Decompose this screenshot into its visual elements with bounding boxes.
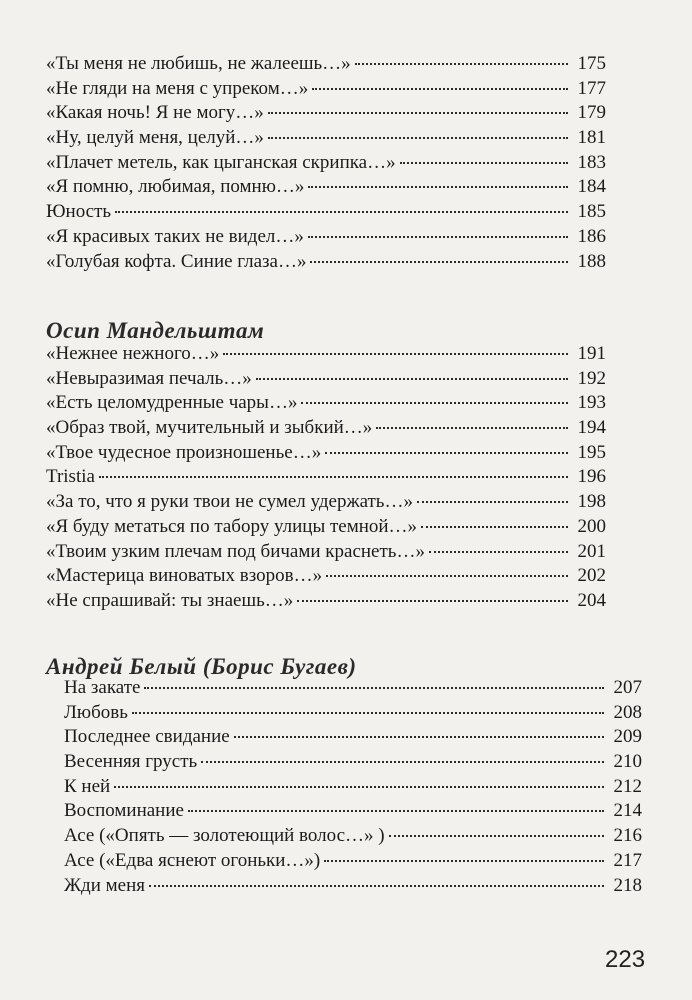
dot-leader <box>400 162 568 164</box>
dot-leader <box>234 736 604 738</box>
entry-title: Жди меня <box>64 874 145 896</box>
dot-leader <box>421 526 568 528</box>
section-heading: Андрей Белый (Борис Бугаев) <box>46 654 357 679</box>
entry-page: 186 <box>577 225 606 247</box>
dot-leader <box>301 402 568 404</box>
toc-entry <box>64 676 642 701</box>
toc-entry <box>64 775 642 800</box>
toc-entry <box>46 490 606 515</box>
dot-leader <box>149 885 604 887</box>
toc-section-yesenin <box>46 52 606 274</box>
toc-entry <box>46 540 606 565</box>
entry-page: 204 <box>577 589 606 611</box>
entry-title: «Я помню, любимая, помню…» <box>46 176 305 198</box>
entry-title: «Твоим узким плечам под бичами краснеть…» <box>46 540 425 562</box>
entry-page: 216 <box>613 825 642 847</box>
toc-entry <box>46 342 606 367</box>
entry-title: «Какая ночь! Я не могу…» <box>46 102 264 124</box>
entry-title: «Плачет метель, как цыганская скрипка…» <box>46 151 396 173</box>
entry-title: К ней <box>64 775 111 797</box>
entry-title: «Голубая кофта. Синие глаза…» <box>46 250 307 272</box>
dot-leader <box>268 137 568 139</box>
dot-leader <box>325 452 568 454</box>
dot-leader <box>256 378 568 380</box>
entry-page: 175 <box>577 53 606 74</box>
dot-leader <box>417 501 568 503</box>
entry-title: «Есть целомудренные чары…» <box>46 392 298 414</box>
dot-leader <box>268 112 568 114</box>
entry-page: 179 <box>577 102 606 124</box>
toc-section-mandelstam <box>46 342 606 614</box>
entry-title: «Ну, целуй меня, целуй…» <box>46 127 264 149</box>
toc-entry <box>46 175 606 200</box>
toc-entry <box>46 589 606 614</box>
entry-page: 194 <box>577 417 606 439</box>
toc-entry <box>46 126 606 151</box>
dot-leader <box>99 476 568 478</box>
entry-page: 200 <box>577 515 606 537</box>
toc-entry <box>46 77 606 102</box>
entry-page: 210 <box>613 751 642 773</box>
dot-leader <box>310 261 568 263</box>
dot-leader <box>144 687 604 689</box>
toc-entry <box>46 101 606 126</box>
entry-title: Tristia <box>46 466 95 488</box>
dot-leader <box>326 575 568 577</box>
entry-page: 196 <box>577 466 606 488</box>
entry-title: Последнее свидание <box>64 726 230 748</box>
entry-page: 188 <box>577 250 606 272</box>
toc-entry <box>46 225 606 250</box>
toc-entry <box>46 250 606 275</box>
entry-title: «Не спрашивай: ты знаешь…» <box>46 589 294 611</box>
dot-leader <box>324 860 604 862</box>
toc-section-bely <box>64 676 642 898</box>
toc-entry <box>64 750 642 775</box>
entry-page: 193 <box>577 392 606 414</box>
entry-page: 191 <box>577 343 606 364</box>
entry-page: 183 <box>577 151 606 173</box>
entry-title: «Твое чудесное произношенье…» <box>46 441 322 463</box>
dot-leader <box>223 353 568 355</box>
dot-leader <box>429 551 568 553</box>
entry-page: 184 <box>577 176 606 198</box>
entry-page: 195 <box>577 441 606 463</box>
toc-entry <box>46 515 606 540</box>
toc-entry <box>46 416 606 441</box>
entry-page: 192 <box>577 367 606 389</box>
dot-leader <box>376 427 568 429</box>
entry-title: Юность <box>46 201 112 223</box>
entry-page: 214 <box>613 800 642 822</box>
section-heading: Осип Мандельштам <box>46 318 265 343</box>
toc-entry <box>46 151 606 176</box>
toc-entry <box>64 849 642 874</box>
dot-leader <box>201 761 604 763</box>
dot-leader <box>297 600 568 602</box>
entry-page: 212 <box>613 775 642 797</box>
toc-entry <box>64 824 642 849</box>
entry-page: 201 <box>577 540 606 562</box>
entry-title: «Ты меня не любишь, не жалеешь…» <box>46 53 351 74</box>
toc-entry <box>46 564 606 589</box>
entry-title: На закате <box>64 677 141 698</box>
dot-leader <box>389 835 604 837</box>
entry-page: 208 <box>613 701 642 723</box>
toc-entry <box>46 465 606 490</box>
toc-entry <box>46 200 606 225</box>
entry-title: Асе («Едва яснеют огоньки…») <box>64 849 321 871</box>
entry-title: Воспоминание <box>64 800 184 822</box>
toc-entry <box>64 725 642 750</box>
dot-leader <box>308 236 568 238</box>
dot-leader <box>188 810 604 812</box>
dot-leader <box>115 211 568 213</box>
toc-entry <box>46 391 606 416</box>
entry-title: Весенняя грусть <box>64 751 198 773</box>
page-number: 223 <box>605 946 646 973</box>
entry-title: «Я красивых таких не видел…» <box>46 225 304 247</box>
entry-page: 185 <box>577 201 606 223</box>
entry-page: 202 <box>577 565 606 587</box>
entry-title: «За то, что я руки твои не сумел удержать…» <box>46 491 413 513</box>
dot-leader <box>312 88 568 90</box>
dot-leader <box>132 712 604 714</box>
entry-page: 217 <box>613 849 642 871</box>
entry-page: 218 <box>613 874 642 896</box>
entry-title: «Нежнее нежного…» <box>46 343 220 364</box>
toc-entry <box>64 874 642 899</box>
entry-title: «Невыразимая печаль…» <box>46 367 252 389</box>
dot-leader <box>114 786 604 788</box>
toc-entry <box>46 441 606 466</box>
dot-leader <box>355 63 568 65</box>
entry-page: 198 <box>577 491 606 513</box>
entry-page: 207 <box>613 677 642 698</box>
entry-title: Любовь <box>64 701 128 723</box>
entry-title: Асе («Опять — золотеющий волос…» ) <box>64 825 385 847</box>
entry-page: 209 <box>613 726 642 748</box>
toc-entry <box>46 367 606 392</box>
entry-title: «Мастерица виноватых взоров…» <box>46 565 323 587</box>
toc-entry <box>46 52 606 77</box>
toc-entry <box>64 799 642 824</box>
entry-title: «Я буду метаться по табору улицы темной…» <box>46 515 418 537</box>
entry-title: «Не гляди на меня с упреком…» <box>46 77 309 99</box>
toc-entry <box>64 701 642 726</box>
entry-page: 177 <box>577 77 606 99</box>
dot-leader <box>308 186 568 188</box>
entry-title: «Образ твой, мучительный и зыбкий…» <box>46 417 373 439</box>
entry-page: 181 <box>577 127 606 149</box>
